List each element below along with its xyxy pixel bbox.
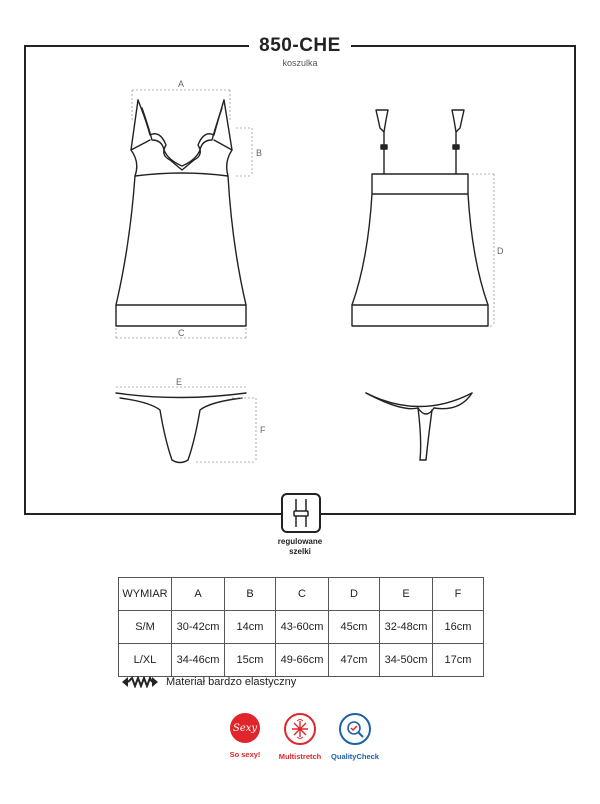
feature-label-line1: regulowane [277,537,323,546]
dim-label-c: C [178,328,185,338]
product-type: koszulka [282,58,318,68]
dim-label-b: B [256,148,263,158]
feature-label [250,537,350,557]
dim-label-e: E [176,377,183,387]
table-header-cell: E [380,578,433,611]
badge-label: Multistretch [278,752,322,761]
qualitycheck-icon [339,713,371,745]
table-header-cell: F [433,578,484,611]
table-header-cell: B [225,578,276,611]
chemise-back [352,110,488,326]
chemise-front [116,100,246,326]
table-header-cell: C [276,578,329,611]
table-cell: 16cm [433,611,484,644]
material-note-text: Materiał bardzo elastyczny [166,676,297,688]
product-code: 850-CHE [259,35,341,56]
badge-label: So sexy! [229,750,261,759]
table-cell: 32-48cm [380,611,433,644]
table-cell: 14cm [225,611,276,644]
table-cell: 49-66cm [276,644,329,677]
table-cell: 43-60cm [276,611,329,644]
dim-label-a: A [178,79,185,89]
table-cell: 30-42cm [172,611,225,644]
table-cell: S/M [119,611,172,644]
thong-back [366,393,472,460]
feature-label-line2: szelki [289,547,311,556]
table-cell: 45cm [329,611,380,644]
size-table [118,577,484,677]
table-row [119,611,484,644]
table-cell: L/XL [119,644,172,677]
dim-label-f: F [260,425,266,435]
material-note [120,676,296,688]
table-header-cell: D [329,578,380,611]
dimension-lines [116,90,494,462]
sexy-icon: Sexy [230,713,260,743]
table-cell: 47cm [329,644,380,677]
stretch-arrows-icon [120,676,160,688]
table-row [119,644,484,677]
table-cell: 34-46cm [172,644,225,677]
table-cell: 17cm [433,644,484,677]
table-header-row [119,578,484,611]
table-cell: 15cm [225,644,276,677]
table-header-cell: A [172,578,225,611]
table-header-cell: WYMIAR [119,578,172,611]
thong-front [116,393,246,463]
dim-label-d: D [497,246,504,256]
table-cell: 34-50cm [380,644,433,677]
adjustable-straps-icon [281,493,321,533]
badge-quality-check [310,713,400,761]
badge-label: QualityCheck [331,752,379,761]
